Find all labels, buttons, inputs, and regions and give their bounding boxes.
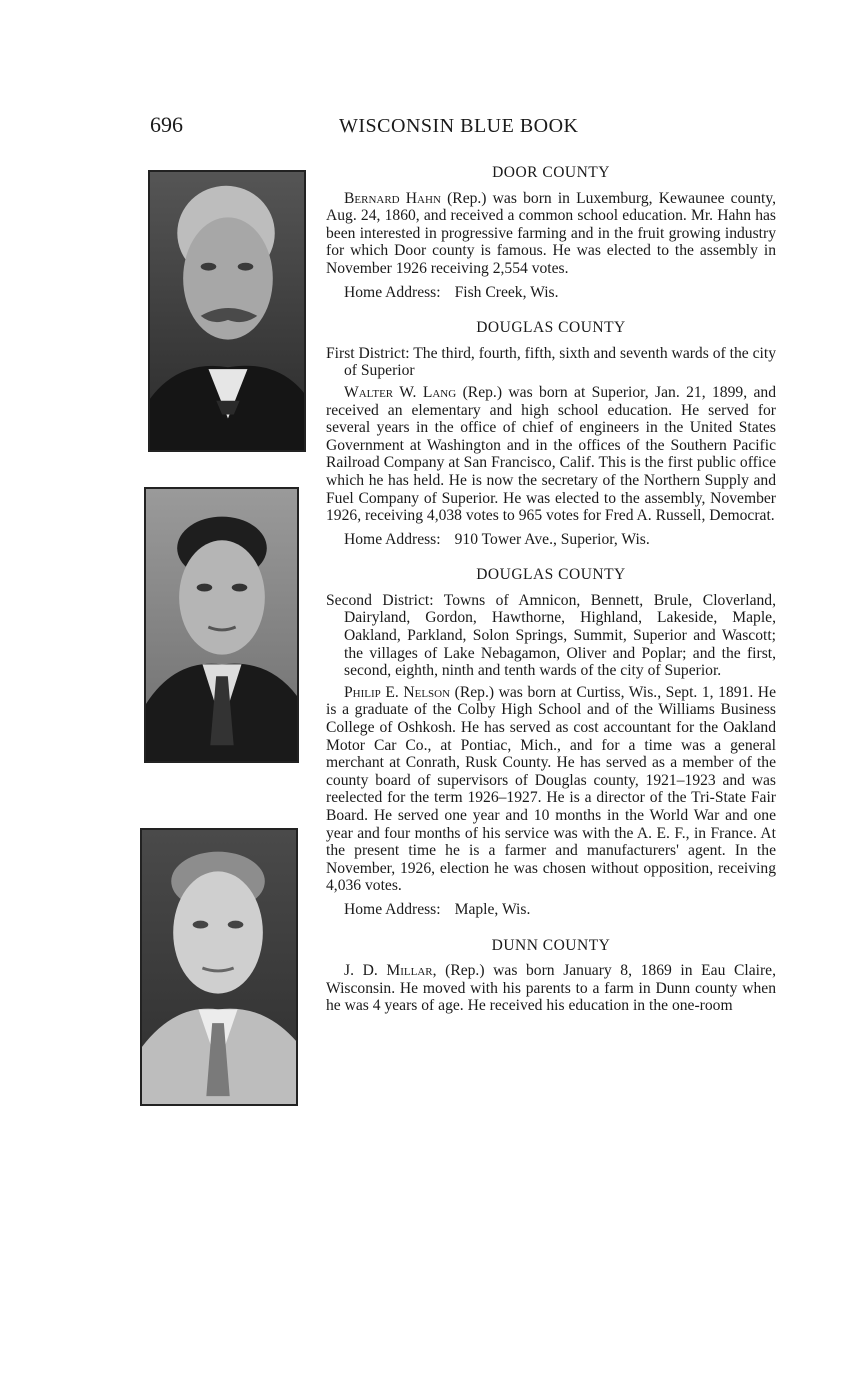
home-address-value: 910 Tower Ave., Superior, Wis. <box>454 530 650 548</box>
member-name: Bernard Hahn <box>344 189 441 207</box>
home-address-label: Home Address: <box>344 900 441 918</box>
home-address <box>326 284 776 302</box>
district-description: Second District: Towns of Amnicon, Bennett, Brule, Cloverland, Dairyland, Gordon, Hawthorne, Highland, Lakeside, Maple, Oakland, Parkland, Solon Springs, Summit, Superior and Wascott; the villages of Lake Nebagamon, Oliver and Poplar; and the first, second, eighth, ninth and tenth wards of the city of Superior. <box>326 591 776 680</box>
home-address <box>326 901 776 919</box>
biography <box>326 384 776 525</box>
section-douglas-county-second <box>326 566 776 918</box>
district-description: First District: The third, fourth, fifth, sixth and seventh wards of the city of Superior <box>326 344 776 380</box>
home-address-value: Fish Creek, Wis. <box>454 283 559 301</box>
page-number: 696 <box>150 112 183 137</box>
portrait-walter-lang <box>144 487 299 763</box>
biography-text: (Rep.) was born at Curtiss, Wis., Sept. 1, 1891. He is a graduate of the Colby High School and of the Williams Business College of Oshkosh. He has served as cost accountant for the Oakland Motor Car Co., at Pontiac, Mich., and for a time was a general merchant at Conrath, Rusk County. He has served as a member of the county board of supervisors of Douglas county, 1921–1923 and was reelected for the term 1926–1927. He is a director of the Tri-State Fair Board. He served one year and 10 months in the World War and one year and four months of his service was with the A. E. F., in France. At the present time he is a farmer and manufacturers' agent. In the November, 1926, election he was chosen without opposition, receiving 4,036 votes. <box>326 683 776 895</box>
home-address <box>326 531 776 549</box>
biography <box>326 684 776 895</box>
running-title: WISCONSIN BLUE BOOK <box>339 115 579 137</box>
member-name: Walter W. Lang <box>344 383 457 401</box>
section-door-county <box>326 164 776 301</box>
biography <box>326 190 776 278</box>
county-heading: DOOR COUNTY <box>492 164 610 181</box>
text-column <box>326 164 776 1015</box>
section-douglas-county-first <box>326 319 776 548</box>
portrait-philip-nelson <box>140 828 298 1106</box>
home-address-value: Maple, Wis. <box>454 900 531 918</box>
biography <box>326 962 776 1015</box>
home-address-label: Home Address: <box>344 530 441 548</box>
section-dunn-county <box>326 937 776 1015</box>
county-heading: DUNN COUNTY <box>491 936 611 954</box>
county-heading: DOUGLAS COUNTY <box>476 566 626 584</box>
biography-text: (Rep.) was born at Superior, Jan. 21, 1899, and received an elementary and high school education. He served for several years in the office of chief of engineers in the United States Government at Washington and in the offices of the Southern Pacific Railroad Company at San Francisco, Calif. This is the first public office which he has held. He is now the secretary of the Northern Supply and Fuel Company of Superior. He was elected to the assembly, November 1926, receiving 4,038 votes to 965 votes for Fred A. Russell, Democrat. <box>326 383 776 525</box>
biography-text: (Rep.) was born in Luxemburg, Kewaunee county, Aug. 24, 1860, and received a common school education. Mr. Hahn has been interested in progressive farming and in the fruit growing industry for which Door county is famous. He was elected to the assembly in November 1926 receiving 2,554 votes. <box>326 189 777 277</box>
member-name: Philip E. Nelson <box>344 683 451 701</box>
county-heading: DOUGLAS COUNTY <box>476 319 626 337</box>
member-name: J. D. Millar, <box>344 962 437 980</box>
home-address-label: Home Address: <box>344 283 441 301</box>
portrait-bernard-hahn <box>148 170 306 452</box>
biography-text: (Rep.) was born January 8, 1869 in Eau Claire, Wisconsin. He moved with his parents to a farm in Dunn county when he was 4 years of age. He received his education in the one-room <box>326 962 776 1015</box>
